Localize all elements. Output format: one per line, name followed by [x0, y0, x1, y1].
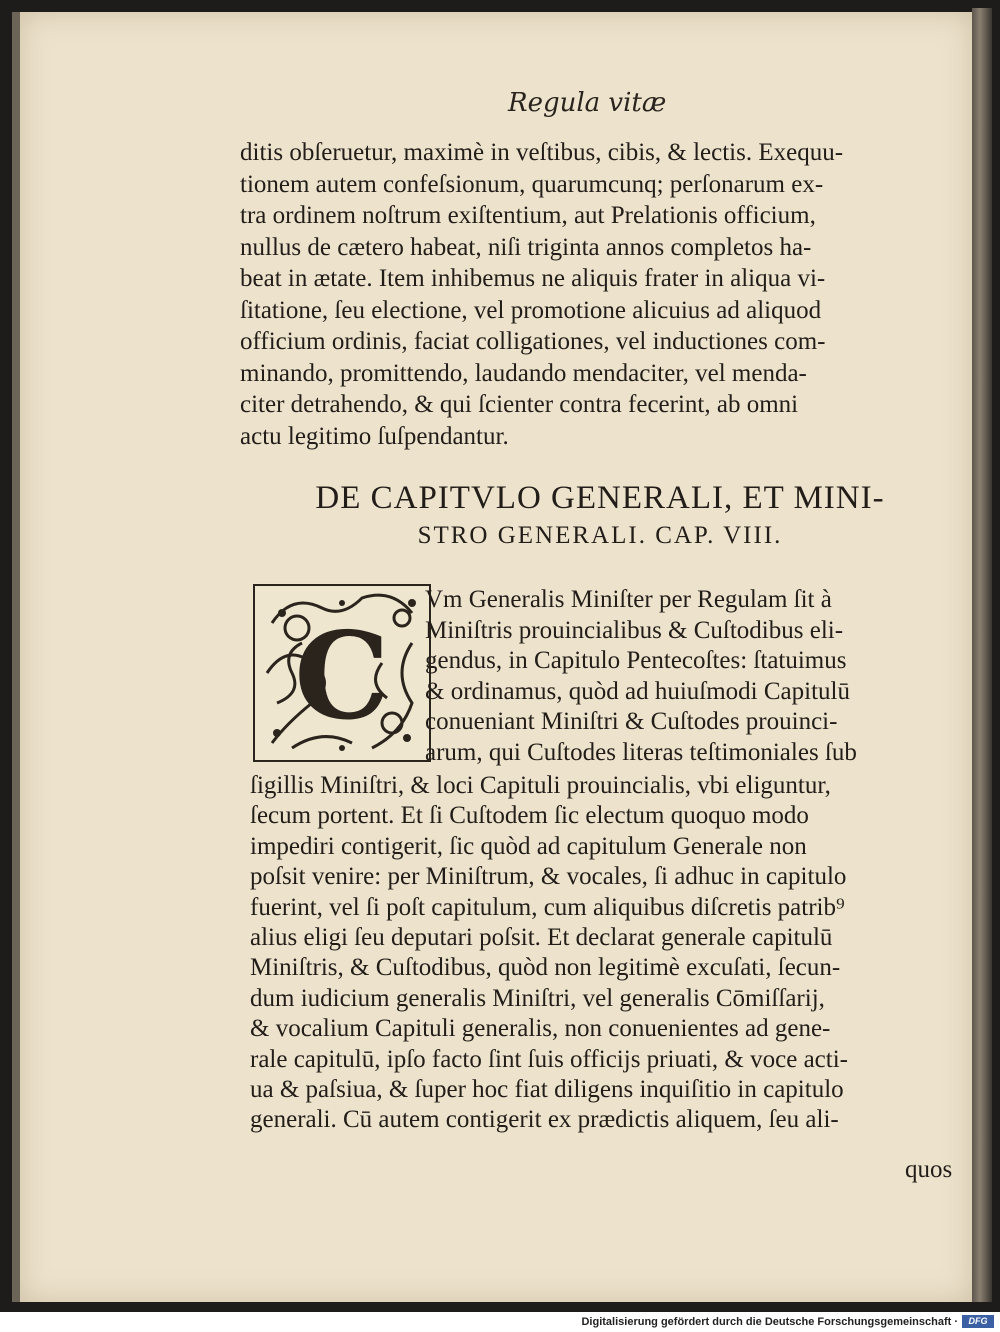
- running-head: Regula vitæ: [508, 88, 667, 118]
- text-line: ſitatione, ſeu electione, vel promotione alicuius ad aliquod: [240, 296, 822, 324]
- text-line: & vocalium Capituli generalis, non conuenientes ad gene-: [250, 1015, 831, 1043]
- text-line: conueniant Miniſtri & Cuſtodes prouinci-: [425, 708, 838, 735]
- text-line: poſsit venire: per Miniſtrum, & vocales, ſi adhuc in capitulo: [250, 863, 847, 891]
- footer-bar: [0, 1312, 1000, 1332]
- page-edge-right: [972, 8, 992, 1302]
- text-line: citer detrahendo, & qui ſcienter contra fecerint, ab omni: [240, 391, 799, 418]
- text-line: Miniſtris, & Cuſtodibus, quòd non legitimè excuſati, ſecun-: [250, 954, 841, 982]
- text-line: gendus, in Capitulo Pentecoſtes: ſtatuimus: [425, 647, 847, 674]
- initial-letter: C: [294, 606, 390, 747]
- text-line: generali. Cū autem contigerit ex prædictis aliquem, ſeu ali-: [250, 1106, 839, 1134]
- text-line: fuerint, vel ſi poſt capitulum, cum aliquibus diſcretis patrib⁹: [250, 893, 845, 921]
- text-line: rale capitulū, ipſo facto ſint ſuis officijs priuati, & voce acti-: [250, 1045, 848, 1073]
- decorated-initial: [252, 583, 432, 763]
- heading-line-2: STRO GENERALI. CAP. VIII.: [417, 522, 783, 549]
- text-line: arum, qui Cuſtodes literas teſtimoniales ſub: [425, 738, 857, 766]
- text-line: impediri contigerit, ſic quòd ad capitulum Generale non: [250, 832, 807, 860]
- text-line: actu legitimo ſuſpendantur.: [240, 422, 509, 450]
- text-line: tionem autem confeſsionum, quarumcunq; perſonarum ex-: [240, 170, 824, 198]
- dfg-logo-icon: DFG: [962, 1315, 994, 1328]
- paragraph-beside-initial: [425, 585, 965, 768]
- paragraph-top: [240, 137, 960, 452]
- text-line: ditis obſeruetur, maximè in veſtibus, cibis, & lectis. Exequu-: [240, 139, 844, 166]
- text-line: dum iudicium generalis Miniſtri, vel generalis Cōmiſſarij,: [250, 984, 825, 1012]
- page-edge-left: [12, 12, 20, 1302]
- catchword: quos: [905, 1156, 953, 1183]
- paragraph-continued: [250, 771, 965, 1136]
- text-line: beat in ætate. Item inhibemus ne aliquis frater in aliqua vi-: [240, 265, 826, 292]
- heading-line-1: DE CAPITVLO GENERALI, ET MINI-: [315, 480, 885, 516]
- ornament-initial-icon: [252, 583, 432, 763]
- text-line: alius eligi ſeu deputari poſsit. Et declarat generale capitulū: [250, 924, 833, 952]
- text-line: tra ordinem noſtrum exiſtentium, aut Prelationis officium,: [240, 202, 816, 229]
- chapter-heading: [240, 478, 960, 554]
- text-line: Vm Generalis Miniſter per Regulam ſit à: [425, 586, 832, 613]
- text-line: ua & paſsiua, & ſuper hoc fiat diligens inquiſitio in capitulo: [250, 1076, 844, 1104]
- text-line: officium ordinis, faciat colligationes, vel inductiones com-: [240, 328, 826, 355]
- text-line: Miniſtris prouincialibus & Cuſtodibus eli-: [425, 616, 844, 644]
- text-line: & ordinamus, quòd ad huiuſmodi Capitulū: [425, 677, 850, 705]
- text-line: minando, promittendo, laudando mendaciter, vel menda-: [240, 359, 807, 387]
- funding-credit: Digitalisierung gefördert durch die Deutsche Forschungsgemeinschaft ·: [581, 1316, 958, 1328]
- text-line: nullus de cætero habeat, niſi triginta annos completos ha-: [240, 233, 812, 261]
- text-line: ſecum portent. Et ſi Cuſtodem ſic electum quoquo modo: [250, 802, 809, 830]
- text-line: ſigillis Miniſtri, & loci Capituli prouincialis, vbi eliguntur,: [250, 772, 831, 799]
